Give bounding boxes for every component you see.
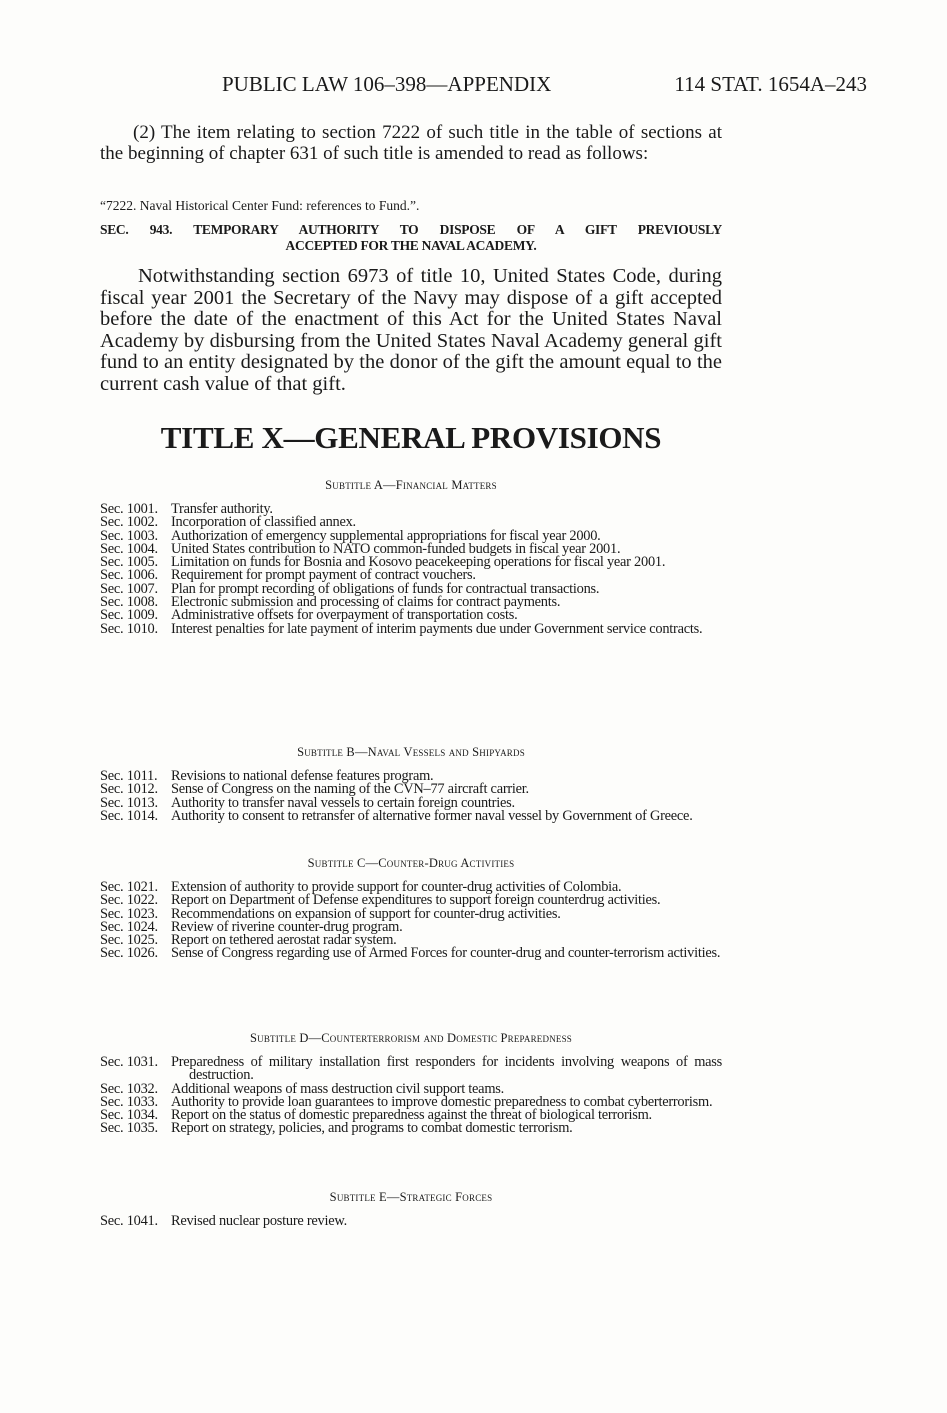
section-number: Sec. 1007. (100, 580, 158, 597)
section-list-item (100, 807, 722, 824)
section-list-item (100, 947, 722, 960)
section-list-item (100, 1056, 722, 1083)
section-title: Interest penalties for late payment of interim payments due under Government service contracts. (171, 620, 703, 637)
section-number: Sec. 1008. (100, 594, 158, 611)
section-title: Authorization of emergency supplemental appropriations for fiscal year 2000. (171, 527, 601, 544)
section-title: Recommendations on expansion of support for counter-drug activities. (171, 905, 561, 922)
section-title: Report on strategy, policies, and programs to combat domestic terrorism. (171, 1120, 573, 1137)
section-title: Transfer authority. (171, 501, 273, 517)
section-title: Incorporation of classified annex. (171, 514, 356, 531)
subtitle-heading: Subtitle D—Counterterrorism and Domestic Preparedness (249, 1031, 573, 1045)
section-number: Sec. 1024. (100, 918, 158, 935)
section-title: Authority to consent to retransfer of alternative former naval vessel by Government of Greece. (171, 807, 693, 824)
section-list-item (100, 1215, 722, 1228)
section-number: Sec. 1009. (100, 607, 158, 624)
section-number: Sec. 1014. (100, 807, 158, 824)
section-number: Sec. 1035. (100, 1120, 158, 1137)
quoted-amendment: “7222. Naval Historical Center Fund: references to Fund.”. (100, 198, 420, 213)
section-title: Requirement for prompt payment of contract vouchers. (171, 567, 476, 584)
header-stat: 114 STAT. 1654A–243 (674, 72, 867, 96)
subtitle-heading: Subtitle C—Counter-Drug Activities (307, 856, 515, 870)
section-number: Sec. 1011. (100, 768, 158, 784)
section-list (100, 1056, 722, 1136)
subtitle-heading: Subtitle E—Strategic Forces (329, 1190, 493, 1204)
section-title: Sense of Congress on the naming of the CVN–77 aircraft carrier. (171, 781, 529, 798)
section-title: Report on the status of domestic preparedness against the threat of biological terrorism. (171, 1107, 652, 1124)
section-title: Electronic submission and processing of claims for contract payments. (171, 594, 561, 611)
section-title: Sense of Congress regarding use of Armed Forces for counter-drug and counter-terrorism activities. (171, 945, 721, 962)
section-title: Report on Department of Defense expenditures to support foreign counterdrug activities. (171, 892, 661, 909)
section-number: Sec. 1013. (100, 794, 158, 811)
section-number: Sec. 1005. (100, 554, 158, 571)
section-number: Sec. 1004. (100, 540, 158, 557)
section-list-item (100, 620, 722, 637)
section-title: Extension of authority to provide support for counter-drug activities of Colombia. (171, 879, 622, 895)
section-title: United States contribution to NATO common-funded budgets in fiscal year 2001. (171, 540, 621, 557)
section-title: Limitation on funds for Bosnia and Kosovo peacekeeping operations for fiscal year 2001. (171, 554, 666, 571)
section-title: Administrative offsets for overpayment of transportation costs. (171, 607, 518, 624)
section-number: Sec. 1033. (100, 1093, 158, 1110)
section-number: Sec. 1022. (100, 892, 158, 909)
section-list (100, 503, 722, 636)
section-number: Sec. 1041. (100, 1213, 158, 1229)
section-list-item (100, 1122, 722, 1135)
section-number: Sec. 1025. (100, 932, 158, 949)
subtitle-heading: Subtitle A—Financial Matters (325, 478, 497, 492)
section-list (100, 770, 722, 823)
section-heading-line1: SEC. 943. TEMPORARY AUTHORITY TO DISPOSE OF A GIFT PREVIOUSLY (100, 222, 722, 237)
subtitle-heading: Subtitle B—Naval Vessels and Shipyards (297, 745, 525, 759)
section-title: Authority to transfer naval vessels to certain foreign countries. (171, 794, 515, 811)
section-number: Sec. 1001. (100, 501, 158, 517)
section-number: Sec. 1023. (100, 905, 158, 922)
section-number: Sec. 1031. (100, 1054, 158, 1070)
section-number: Sec. 1010. (100, 620, 158, 637)
section-title: Report on tethered aerostat radar system. (171, 932, 397, 949)
section-title: Preparedness of military installation first responders for incidents involving weapons of mass destruction. (171, 1054, 722, 1084)
section-list (100, 881, 722, 961)
section-number: Sec. 1021. (100, 879, 158, 895)
section-title: Additional weapons of mass destruction civil support teams. (171, 1080, 504, 1097)
section-943-heading (100, 222, 722, 254)
section-title: Authority to provide loan guarantees to improve domestic preparedness to combat cyberterrorism. (171, 1093, 713, 1110)
section-number: Sec. 1002. (100, 514, 158, 531)
section-number: Sec. 1006. (100, 567, 158, 584)
section-number: Sec. 1034. (100, 1107, 158, 1124)
section-number: Sec. 1026. (100, 945, 158, 962)
section-title: Revisions to national defense features program. (171, 768, 434, 784)
section-heading-line2: ACCEPTED FOR THE NAVAL ACADEMY. (285, 238, 537, 253)
section-list (100, 1215, 722, 1228)
header-law: PUBLIC LAW 106–398—APPENDIX (222, 72, 552, 96)
section-title: Plan for prompt recording of obligations of funds for contractual transactions. (171, 580, 600, 597)
section-number: Sec. 1003. (100, 527, 158, 544)
section-number: Sec. 1032. (100, 1080, 158, 1097)
page-header (222, 72, 867, 97)
section-title: Revised nuclear posture review. (171, 1213, 347, 1229)
section-number: Sec. 1012. (100, 781, 158, 798)
amendment-paragraph: (2) The item relating to section 7222 of such title in the table of sections at the beginning of chapter 631 of such title is amended to read as follows: (100, 122, 722, 164)
section-943-body: Notwithstanding section 6973 of title 10, United States Code, during fiscal year 2001 the Secretary of the Navy may dispose of a gift accepted before the date of the enactment of this Act for the United States Naval Academy by disbursing from the United States Naval Academy general gift fund to an entity designated by the donor of the gift the amount equal to the current cash value of that gift. (100, 265, 722, 395)
section-title: Review of riverine counter-drug program. (171, 918, 403, 935)
title-heading: TITLE X—GENERAL PROVISIONS (160, 420, 662, 455)
